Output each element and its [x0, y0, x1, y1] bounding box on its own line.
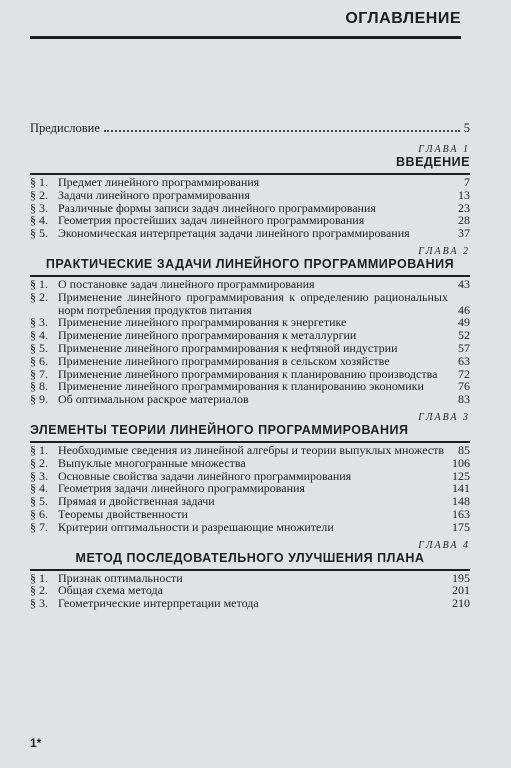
section-title: Общая схема метода	[58, 583, 163, 598]
page-number: 52	[458, 328, 470, 343]
chapter-title: ВВЕДЕНИЕ	[396, 155, 470, 169]
toc-entry[interactable]	[30, 393, 470, 406]
page-number: 72	[458, 366, 470, 381]
chapter-title: ПРАКТИЧЕСКИЕ ЗАДАЧИ ЛИНЕЙНОГО ПРОГРАММИРОВАНИЯ	[45, 256, 455, 271]
section-title: Экономическая интерпретация задачи линейного программирования	[58, 226, 410, 241]
section-number: § 3.	[30, 315, 48, 330]
preface-entry[interactable]	[30, 121, 470, 136]
section-title: Основные свойства задачи линейного программирования	[58, 468, 352, 483]
section-number: § 4.	[30, 213, 48, 228]
toc-entry[interactable]	[30, 444, 470, 457]
toc-entry[interactable]	[30, 342, 470, 355]
chapter-label: ГЛАВА 4	[418, 539, 470, 551]
section-title: Различные формы записи задач линейного программирования	[58, 200, 376, 215]
page-number: 85	[458, 442, 470, 457]
section-number: § 8.	[30, 379, 48, 394]
section-title: Геометрия задачи линейного программирования	[58, 481, 305, 496]
page-number: 201	[452, 583, 470, 598]
section-title: Критерии оптимальности и разрешающие множители	[58, 519, 334, 534]
chapter-entries	[30, 441, 470, 534]
page-number: 106	[452, 455, 470, 470]
page-number: 7	[464, 175, 470, 189]
section-title: Прямая и двойственная задачи	[58, 494, 215, 509]
section-title: Теоремы двойственности	[58, 506, 188, 521]
page-number: 23	[458, 200, 470, 215]
toc-entry[interactable]	[30, 521, 470, 534]
chapter-entries	[30, 275, 470, 406]
section-number: § 5.	[30, 494, 48, 509]
section-title: Применение линейного программирования к определению рациональных норм потребления продуктов питания	[58, 289, 448, 317]
page-number: 49	[458, 315, 470, 330]
section-title: Геометрические интерпретации метода	[58, 596, 259, 611]
section-title: Признак оптимальности	[58, 570, 183, 585]
page-number: 163	[452, 506, 470, 521]
section-title: Применение линейного программирования к планированию экономики	[58, 379, 424, 394]
section-number: § 1.	[30, 442, 48, 457]
section-title: О постановке задач линейного программирования	[58, 276, 315, 291]
toc-entry[interactable]	[30, 227, 470, 240]
section-title: Задачи линейного программирования	[58, 187, 250, 202]
chapter-label: ГЛАВА 3	[418, 411, 470, 423]
section-number: § 7.	[30, 519, 48, 534]
page-number: 141	[452, 481, 470, 496]
section-number: § 4.	[30, 481, 48, 496]
page-number: 175	[452, 519, 470, 534]
section-number: § 7.	[30, 366, 48, 381]
section-number: § 6.	[30, 506, 48, 521]
section-title: Применение линейного программирования к планированию производства	[58, 366, 438, 381]
page-number: 76	[458, 379, 470, 394]
toc-entry[interactable]	[30, 597, 470, 610]
signature-mark: 1*	[30, 736, 42, 750]
section-title: Применение линейного программирования к энергетике	[58, 315, 347, 330]
section-number: § 2.	[30, 455, 48, 470]
leader-dots	[104, 121, 460, 132]
page-number: 46	[458, 302, 470, 317]
toc-entry[interactable]	[30, 291, 470, 317]
page-number: 210	[452, 596, 470, 611]
section-number: § 2.	[30, 583, 48, 598]
section-number: § 3.	[30, 468, 48, 483]
section-number: § 6.	[30, 353, 48, 368]
header-rule	[30, 36, 461, 39]
chapter-entries	[30, 173, 470, 240]
toc-entry[interactable]	[30, 189, 470, 202]
page-number: 37	[458, 226, 470, 241]
page-title: ОГЛАВЛЕНИЕ	[345, 10, 461, 27]
section-title: Применение линейного программирования к металлургии	[58, 328, 357, 343]
section-title: Применение линейного программирования к нефтяной индустрии	[58, 340, 398, 355]
section-title: Предмет линейного программирования	[58, 175, 260, 189]
chapter-entries	[30, 569, 470, 610]
chapter-label: ГЛАВА 2	[418, 245, 470, 257]
section-number: § 1.	[30, 175, 48, 189]
section-number: § 3.	[30, 596, 48, 611]
section-number: § 3.	[30, 200, 48, 215]
page-number: 57	[458, 340, 470, 355]
page-number: 83	[458, 392, 470, 407]
chapter-title: ЭЛЕМЕНТЫ ТЕОРИИ ЛИНЕЙНОГО ПРОГРАММИРОВАНИЯ	[30, 422, 409, 437]
chapter-label: ГЛАВА 1	[418, 144, 470, 155]
toc-entry[interactable]	[30, 278, 470, 291]
section-title: Выпуклые многогранные множества	[58, 455, 246, 470]
section-title: Геометрия простейших задач линейного программирования	[58, 213, 365, 228]
preface-label: Предисловие	[30, 121, 100, 135]
section-title: Необходимые сведения из линейной алгебры и теории выпуклых множеств	[58, 442, 445, 457]
section-number: § 5.	[30, 340, 48, 355]
section-number: § 1.	[30, 276, 48, 291]
section-number: § 1.	[30, 570, 48, 585]
section-number: § 2.	[30, 289, 48, 304]
section-title: Применение линейного программирования в сельском хозяйстве	[58, 353, 390, 368]
section-number: § 4.	[30, 328, 48, 343]
page-number: 43	[458, 276, 470, 291]
section-number: § 9.	[30, 392, 48, 407]
preface-page: 5	[463, 121, 470, 135]
toc-content	[30, 121, 470, 616]
page-number: 63	[458, 353, 470, 368]
toc-entry[interactable]	[30, 508, 470, 521]
toc-entry[interactable]	[30, 355, 470, 368]
page-number: 195	[452, 570, 470, 585]
chapter-title: МЕТОД ПОСЛЕДОВАТЕЛЬНОГО УЛУЧШЕНИЯ ПЛАНА	[75, 550, 425, 565]
page-number: 148	[452, 494, 470, 509]
section-number: § 2.	[30, 187, 48, 202]
page-number: 125	[452, 468, 470, 483]
section-number: § 5.	[30, 226, 48, 241]
toc-entry[interactable]	[30, 176, 470, 189]
chapters-list	[30, 144, 470, 610]
section-title: Об оптимальном раскрое материалов	[58, 392, 249, 407]
page-number: 28	[458, 213, 470, 228]
page-number: 13	[458, 187, 470, 202]
toc-entry[interactable]	[30, 457, 470, 470]
